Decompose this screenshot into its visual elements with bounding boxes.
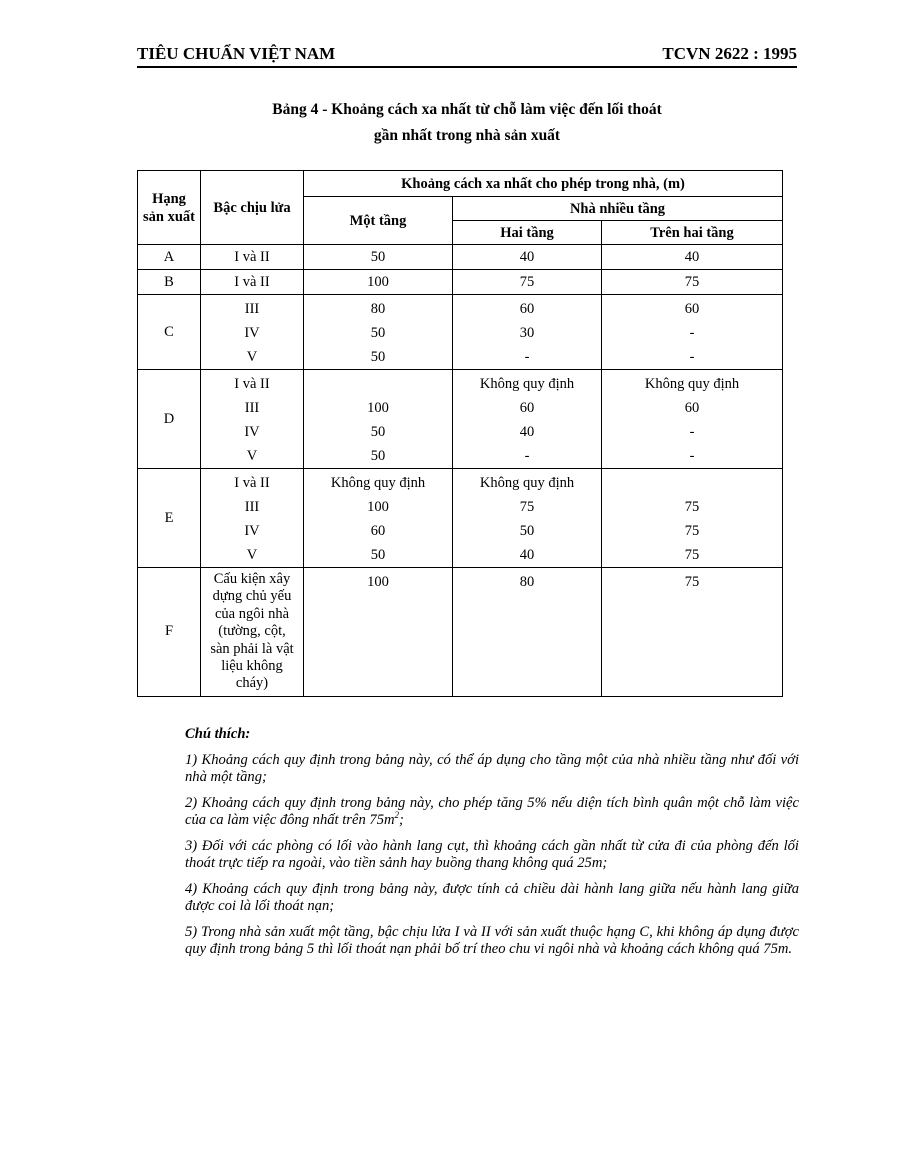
header-bac: Bậc chịu lửa (201, 171, 304, 245)
note-5: 5) Trong nhà sản xuất một tầng, bậc chịu lửa I và II với sản xuất thuộc hạng C, khi không áp dụng được quy định trong bảng 5 thì lối thoát nạn phải bố trí theo chu vi ngôi nhà và khoảng cách không quá 75m. (185, 923, 799, 957)
notes-title: Chú thích: (185, 726, 251, 742)
cell-hang: C (138, 295, 201, 370)
distance-table (137, 170, 783, 697)
cell-tren-hai-tang: 75 75 75 (602, 469, 783, 568)
table-title (137, 97, 797, 149)
header-nha-nhieu-tang: Nhà nhiều tầng (453, 197, 783, 221)
table-title-line1: Bảng 4 - Khoảng cách xa nhất từ chỗ làm việc đến lối thoát (272, 101, 662, 118)
cell-tren-hai-tang: 40 (602, 245, 783, 270)
header-standard-code: TCVN 2622 : 1995 (662, 44, 797, 63)
cell-mot-tang: 80 50 50 (304, 295, 453, 370)
cell-tren-hai-tang: Không quy định 60 - - (602, 370, 783, 469)
cell-mot-tang: 50 (304, 245, 453, 270)
cell-hai-tang: 75 (453, 270, 602, 295)
cell-hai-tang: Không quy định 60 40 - (453, 370, 602, 469)
header-tren-hai-tang: Trên hai tầng (602, 221, 783, 245)
header-hang: Hạng sản xuất (138, 171, 201, 245)
cell-hai-tang: Không quy định 75 50 40 (453, 469, 602, 568)
header-hai-tang: Hai tầng (453, 221, 602, 245)
note-3: 3) Đối với các phòng có lối vào hành lang cụt, thì khoảng cách gần nhất từ cửa đi của phòng đến lối thoát trực tiếp ra ngoài, vào tiền sảnh hay buồng thang không quá 25m; (185, 837, 799, 871)
cell-hai-tang: 80 (453, 568, 602, 697)
table-row (138, 270, 783, 295)
cell-hang: F (138, 568, 201, 697)
cell-bac: Cấu kiện xây dựng chủ yếu của ngôi nhà (tường, cột, sàn phải là vật liệu không cháy) (201, 568, 304, 697)
cell-bac: I và II III IV V (201, 370, 304, 469)
table-title-line2: gần nhất trong nhà sản xuất (373, 127, 561, 144)
header-mot-tang: Một tầng (304, 197, 453, 245)
cell-bac: III IV V (201, 295, 304, 370)
cell-bac: I và II (201, 245, 304, 270)
cell-hang: B (138, 270, 201, 295)
table-row (138, 370, 783, 469)
cell-tren-hai-tang: 75 (602, 270, 783, 295)
page-header (137, 40, 797, 68)
cell-hai-tang: 40 (453, 245, 602, 270)
cell-hang: A (138, 245, 201, 270)
cell-bac: I và II (201, 270, 304, 295)
table-row (138, 295, 783, 370)
table-row (138, 245, 783, 270)
cell-mot-tang: 100 (304, 270, 453, 295)
cell-tren-hai-tang: 60 - - (602, 295, 783, 370)
note-4: 4) Khoảng cách quy định trong bảng này, được tính cả chiều dài hành lang giữa nếu hành lang giữa được coi là lối thoát nạn; (185, 880, 799, 914)
header-standard-name: TIÊU CHUẨN VIỆT NAM (137, 44, 336, 63)
table-row (138, 568, 783, 697)
cell-mot-tang: 100 50 50 (304, 370, 453, 469)
cell-bac: I và II III IV V (201, 469, 304, 568)
note-1: 1) Khoảng cách quy định trong bảng này, có thể áp dụng cho tầng một của nhà nhiều tầng như đối với nhà một tầng; (185, 751, 799, 785)
header-khoang-cach: Khoảng cách xa nhất cho phép trong nhà, (m) (304, 171, 783, 197)
cell-hai-tang: 60 30 - (453, 295, 602, 370)
cell-hang: E (138, 469, 201, 568)
cell-mot-tang: Không quy định 100 60 50 (304, 469, 453, 568)
cell-mot-tang: 100 (304, 568, 453, 697)
note-2: 2) Khoảng cách quy định trong bảng này, cho phép tăng 5% nếu diện tích bình quân một chỗ làm việc của ca làm việc đông nhất trên $75m^2$; (185, 794, 799, 828)
table-row (138, 469, 783, 568)
notes-section (185, 726, 799, 967)
cell-hang: D (138, 370, 201, 469)
cell-tren-hai-tang: 75 (602, 568, 783, 697)
